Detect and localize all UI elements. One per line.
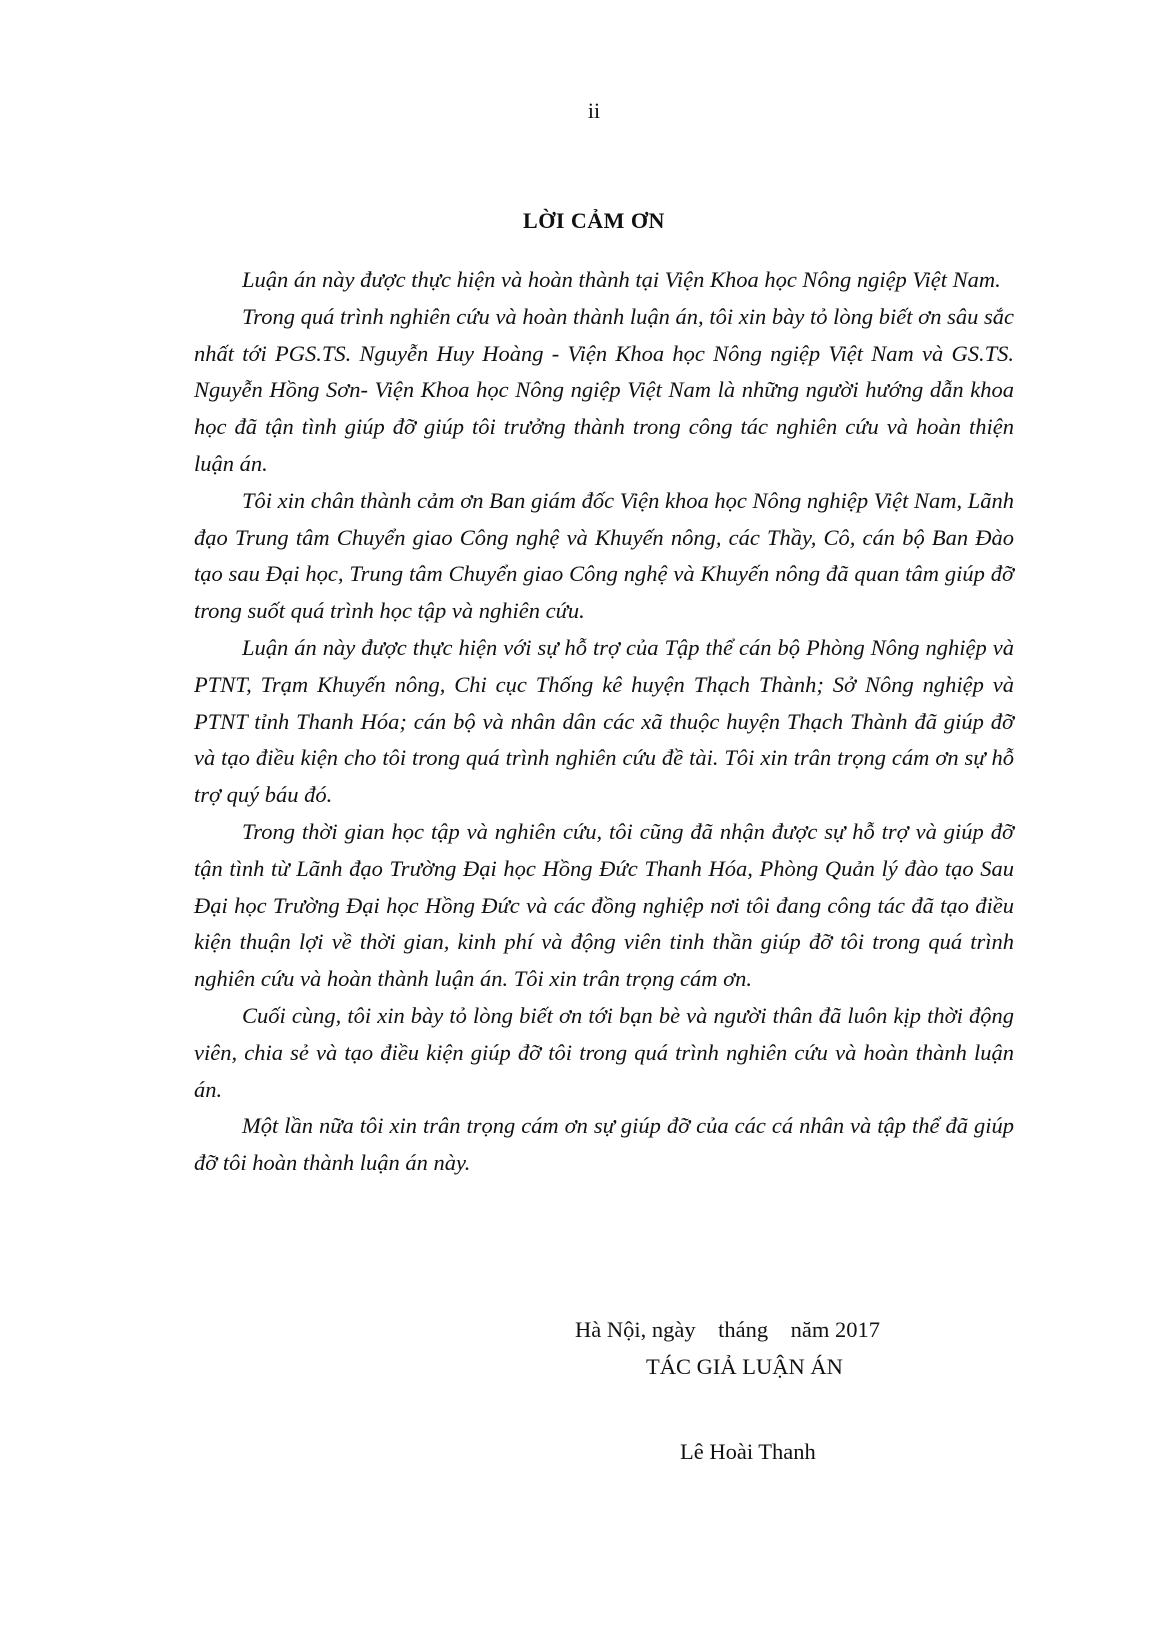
paragraph-1: Luận án này được thực hiện và hoàn thành tại Viện Khoa học Nông ngiệp Việt Nam. [242, 267, 1001, 292]
paragraph-5: Trong thời gian học tập và nghiên cứu, tôi cũng đã nhận được sự hỗ trợ và giúp đỡ tận tình từ Lãnh đạo Trường Đại học Hồng Đức Thanh Hóa, Phòng Quản lý đào tạo Sau Đại học Trường Đại học Hồng Đức và các đồng nghiệp nơi tôi đang công tác đã tạo điều kiện thuận lợi về thời gian, kinh phí và động viên tinh thần giúp đỡ tôi trong quá trình nghiên cứu và hoàn thành luận án. Tôi xin trân trọng cám ơn. [194, 818, 1014, 992]
paragraph-4: Luận án này được thực hiện với sự hỗ trợ của Tập thể cán bộ Phòng Nông nghiệp và PTNT, Trạm Khuyến nông, Chi cục Thống kê huyện Thạch Thành; Sở Nông nghiệp và PTNT tỉnh Thanh Hóa; cán bộ và nhân dân các xã thuộc huyện Thạch Thành đã giúp đỡ và tạo điều kiện cho tôi trong quá trình nghiên cứu đề tài. Tôi xin trân trọng cám ơn sự hỗ trợ quý báu đó. [194, 634, 1014, 808]
page-number: ii [587, 98, 601, 123]
paragraph-7: Một lần nữa tôi xin trân trọng cám ơn sự giúp đỡ của các cá nhân và tập thể đã giúp đỡ tôi hoàn thành luận án này. [194, 1113, 1014, 1176]
signature-date-line: Hà Nội, ngày tháng năm 2017 [575, 1317, 880, 1342]
acknowledgement-body [194, 262, 1014, 1182]
signature-role: TÁC GIẢ LUẬN ÁN [646, 1354, 843, 1379]
paragraph-2: Trong quá trình nghiên cứu và hoàn thành luận án, tôi xin bày tỏ lòng biết ơn sâu sắc nhất tới PGS.TS. Nguyễn Huy Hoàng - Viện Khoa học Nông ngiệp Việt Nam và GS.TS. Nguyễn Hồng Sơn- Viện Khoa học Nông ngiệp Việt Nam là những người hướng dẫn khoa học đã tận tình giúp đỡ giúp tôi trưởng thành trong công tác nghiên cứu và hoàn thiện luận án. [194, 303, 1014, 476]
paragraph-6: Cuối cùng, tôi xin bày tỏ lòng biết ơn tới bạn bè và người thân đã luôn kịp thời động viên, chia sẻ và tạo điều kiện giúp đỡ tôi trong quá trình nghiên cứu và hoàn thành luận án. [194, 1002, 1014, 1102]
paragraph-3: Tôi xin chân thành cảm ơn Ban giám đốc Viện khoa học Nông nghiệp Việt Nam, Lãnh đạo Trung tâm Chuyển giao Công nghệ và Khuyến nông, các Thầy, Cô, cán bộ Ban Đào tạo sau Đại học, Trung tâm Chuyển giao Công nghệ và Khuyến nông đã quan tâm giúp đỡ trong suốt quá trình học tập và nghiên cứu. [194, 487, 1014, 624]
signature-author-name: Lê Hoài Thanh [680, 1439, 816, 1464]
page-title: LỜI CẢM ƠN [523, 208, 665, 233]
